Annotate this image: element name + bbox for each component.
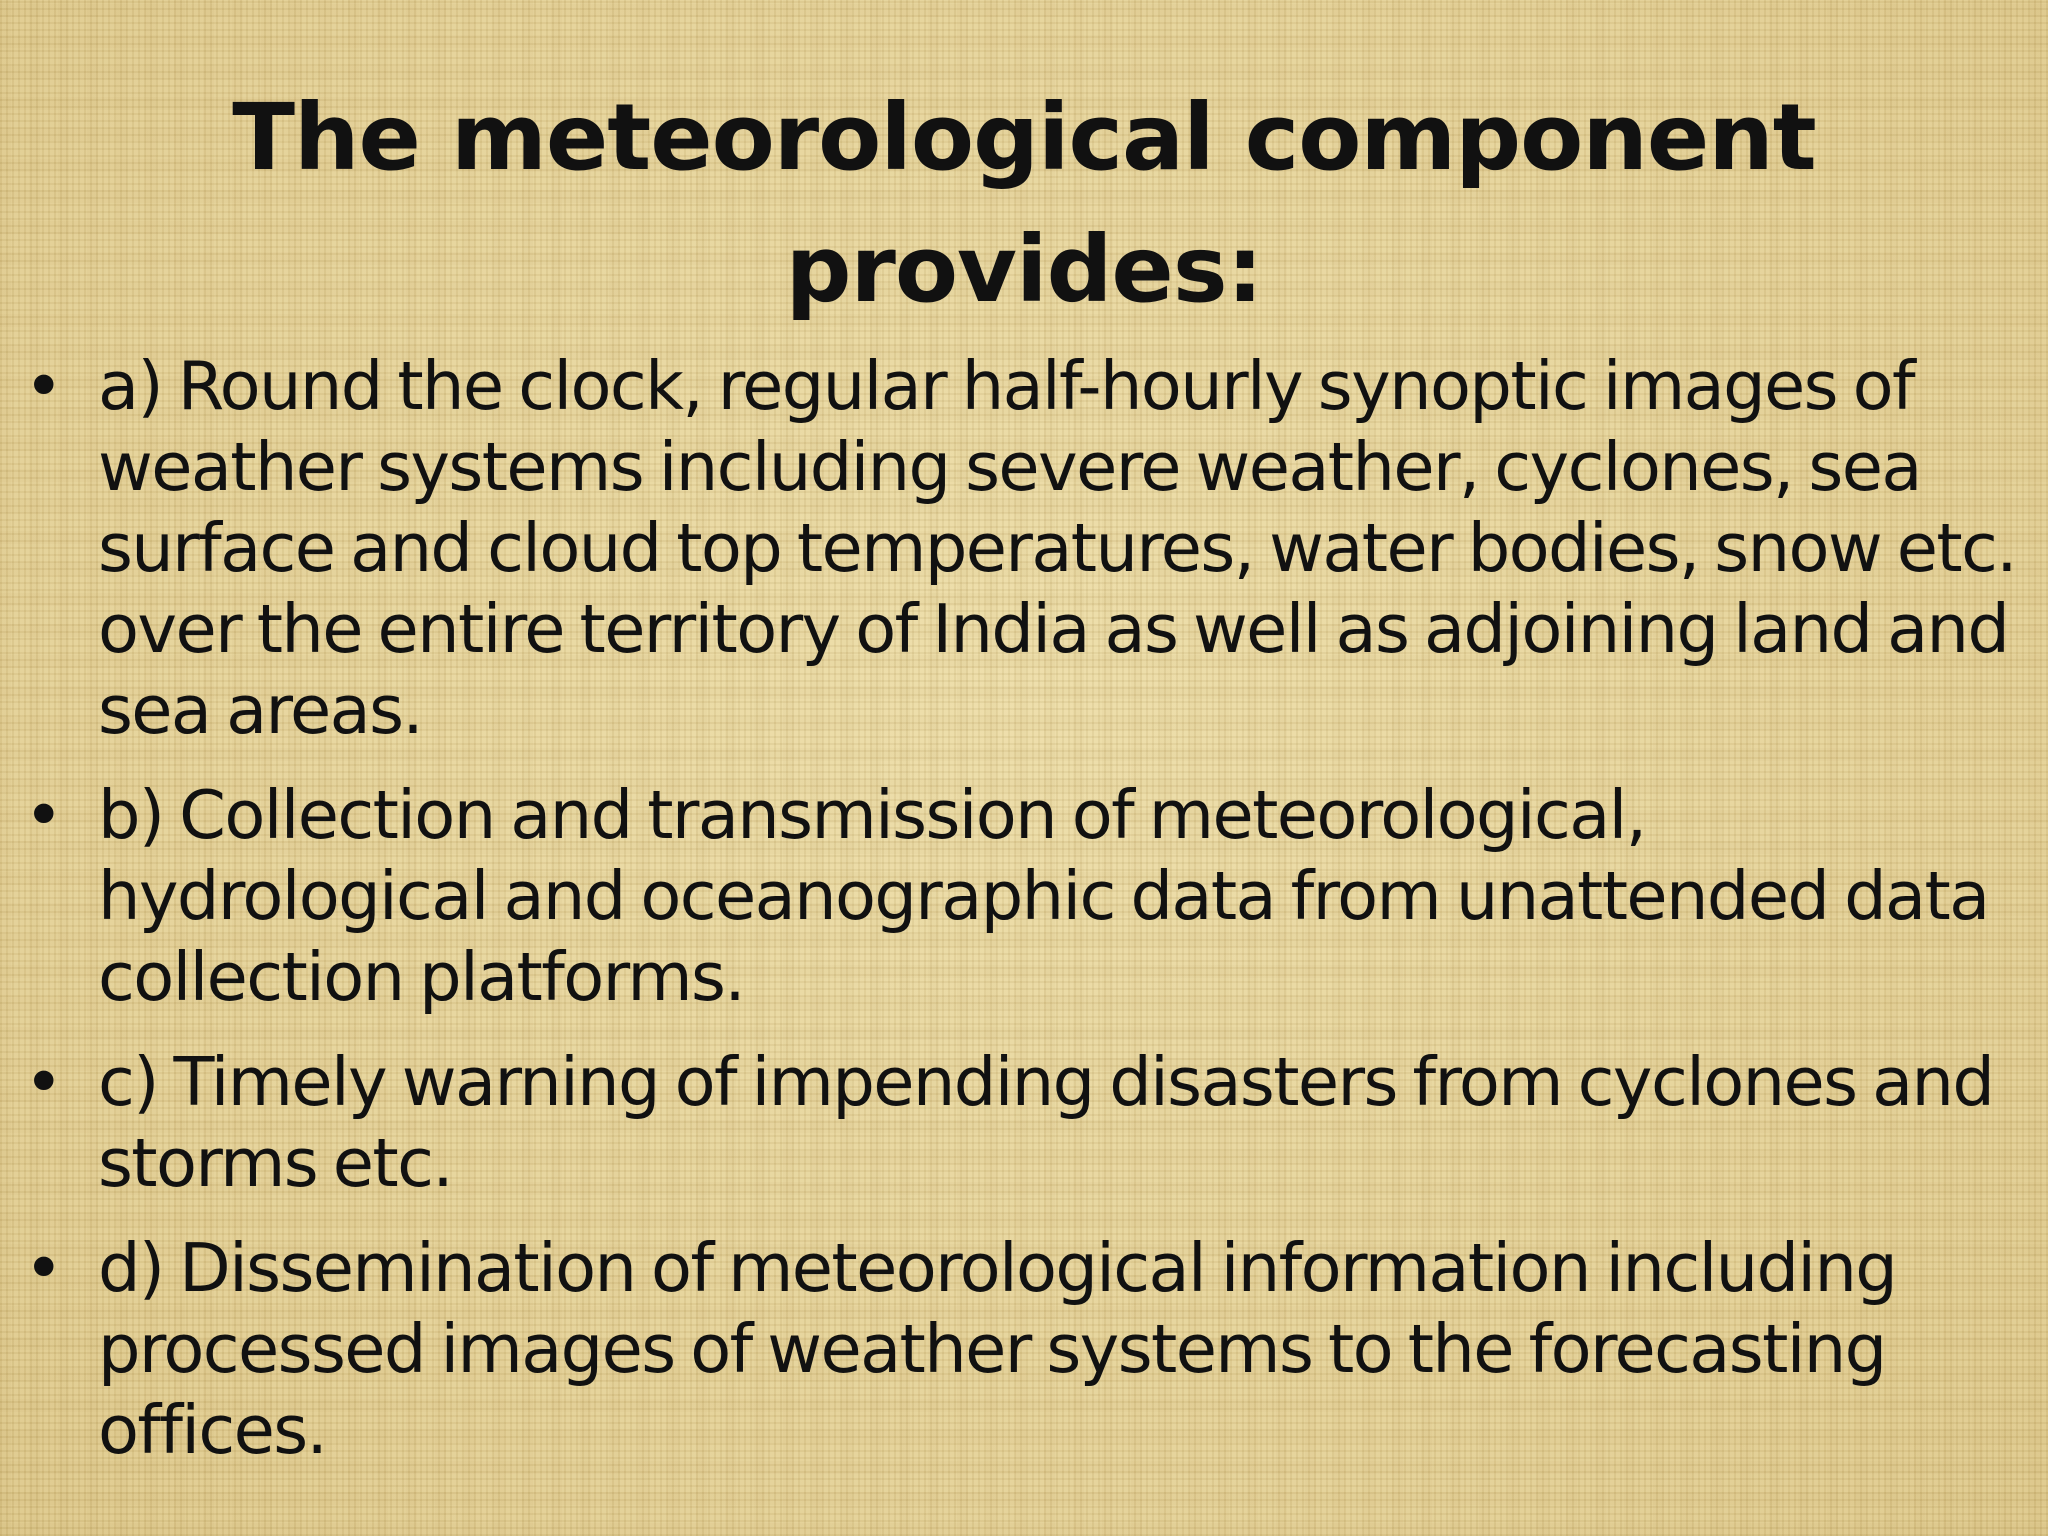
bullet-item-c <box>0 1042 2048 1204</box>
bullet-item-a <box>0 346 2048 751</box>
bullet-icon: • <box>24 1043 62 1121</box>
bullet-text: c) Timely warning of impending disasters from cyclones and storms etc. <box>98 1043 1994 1202</box>
bullet-icon: • <box>24 347 62 425</box>
bullet-icon: • <box>24 776 62 854</box>
bullet-text: d) Dissemination of meteorological information including processed images of weather systems to the forecasting offices. <box>98 1229 1897 1469</box>
bullet-icon: • <box>24 1229 62 1307</box>
bullet-item-d <box>0 1228 2048 1471</box>
bullet-list <box>0 346 2048 1471</box>
bullet-text: a) Round the clock, regular half-hourly synoptic images of weather systems including severe weather, cyclones, sea surface and cloud top temperatures, water bodies, snow etc. over the entire territory of India as well as adjoining land and sea areas. <box>98 347 2016 749</box>
bullet-item-b <box>0 775 2048 1018</box>
slide-title: The meteorological component provides: <box>232 84 1816 323</box>
bullet-text: b) Collection and transmission of meteorological, hydrological and oceanographic data from unattended data collection platforms. <box>98 776 1989 1016</box>
